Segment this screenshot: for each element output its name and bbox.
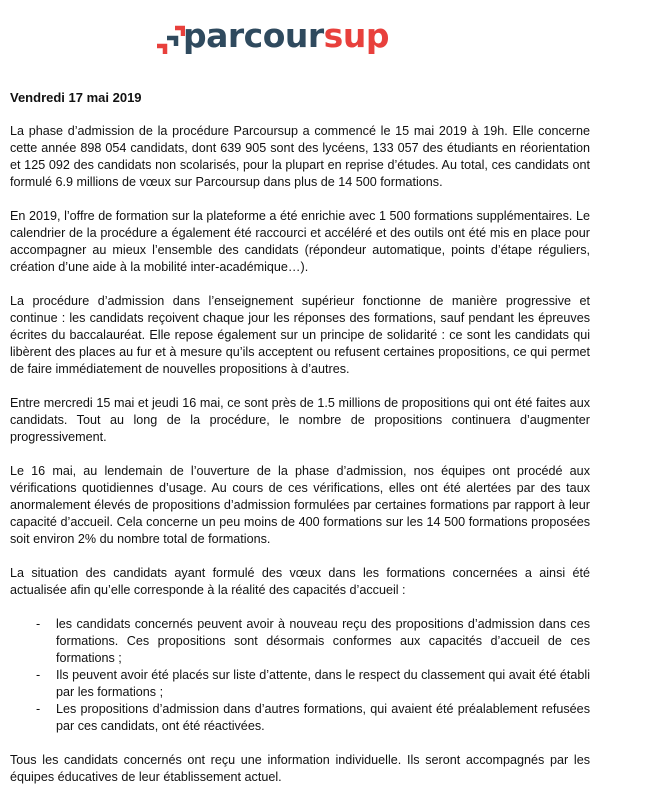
bullet-dash: - <box>36 702 41 716</box>
parcoursup-arrows-icon <box>155 16 185 56</box>
logo-text-end: up <box>342 16 389 55</box>
bullet-list <box>10 616 590 735</box>
press-release <box>10 89 590 803</box>
document-date: Vendredi 17 mai 2019 <box>10 90 142 105</box>
bullet-text: Ils peuvent avoir été placés sur liste d’attente, dans le respect du classement qui avait été établi par les formations ; <box>56 668 590 699</box>
logo-text-accent: s <box>323 16 343 55</box>
logo-text-main: parcour <box>183 16 324 55</box>
bullet-item <box>10 667 590 701</box>
paragraph-procedure: La procédure d’admission dans l’enseignement supérieur fonctionne de manière progressive et continue : les candidats reçoivent chaque jour les réponses des formations, sauf pendant les épreuves écrites du baccalauréat. Elle repose également sur un principe de solidarité : ce sont les candidats qui libèrent des places au fur et à mesure qu’ils acceptent ou refusent certaines propositions, ce qui permet de faire immédiatement de nouvelles propositions à d’autres. <box>10 294 590 376</box>
parcoursup-logo <box>155 16 389 56</box>
bullet-item <box>10 701 590 735</box>
bullet-text: les candidats concernés peuvent avoir à nouveau reçu des propositions d’admission dans ces formations. Ces propositions sont désormais conformes aux capacités d’accueil de ces formations ; <box>56 617 590 665</box>
bullet-dash: - <box>36 617 41 631</box>
bullet-item <box>10 616 590 667</box>
paragraph-offer-2019: En 2019, l’offre de formation sur la plateforme a été enrichie avec 1 500 formations supplémentaires. Le calendrier de la procédure a également été raccourci et accéléré et des outils ont été mis en place pour accompagner au mieux l’ensemble des candidats (répondeur automatique, points d’étape réguliers, création d’une aide à la mobilité inter-académique…). <box>10 209 590 274</box>
paragraph-situation: La situation des candidats ayant formulé des vœux dans les formations concernées a ainsi été actualisée afin qu’elle corresponde à la réalité des capacités d’accueil : <box>10 566 590 597</box>
bullet-text: Les propositions d’admission dans d’autres formations, qui avaient été préalablement refusées par ces candidats, ont été réactivées. <box>56 702 590 733</box>
paragraph-propositions: Entre mercredi 15 mai et jeudi 16 mai, ce sont près de 1.5 millions de propositions qui ont été faites aux candidats. Tout au long de la procédure, le nombre de propositions continuera d’augmenter progressivement. <box>10 396 590 444</box>
bullet-dash: - <box>36 668 41 682</box>
logo-wordmark <box>183 16 389 56</box>
paragraph-admission-phase: La phase d’admission de la procédure Parcoursup a commencé le 15 mai 2019 à 19h. Elle concerne cette année 898 054 candidats, dont 639 905 sont des lycéens, 133 057 des étudiants en réorientation et 125 092 des candidats non scolarisés, pour la plupart en reprise d’études. Au total, ces candidats ont formulé 6.9 millions de vœux sur Parcoursup dans plus de 14 500 formations. <box>10 124 590 189</box>
paragraph-closing: Tous les candidats concernés ont reçu une information individuelle. Ils seront accompagnés par les équipes éducatives de leur établissement actuel. <box>10 753 590 784</box>
paragraph-verifications: Le 16 mai, au lendemain de l’ouverture de la phase d’admission, nos équipes ont procédé aux vérifications quotidiennes d’usage. Au cours de ces vérifications, elles ont été alertées par des taux anormalement élevés de propositions d’admission formulées par certaines formations par rapport à leur capacité d’accueil. Cela concerne un peu moins de 400 formations sur les 14 500 formations proposées soit environ 2% du nombre total de formations. <box>10 464 590 546</box>
